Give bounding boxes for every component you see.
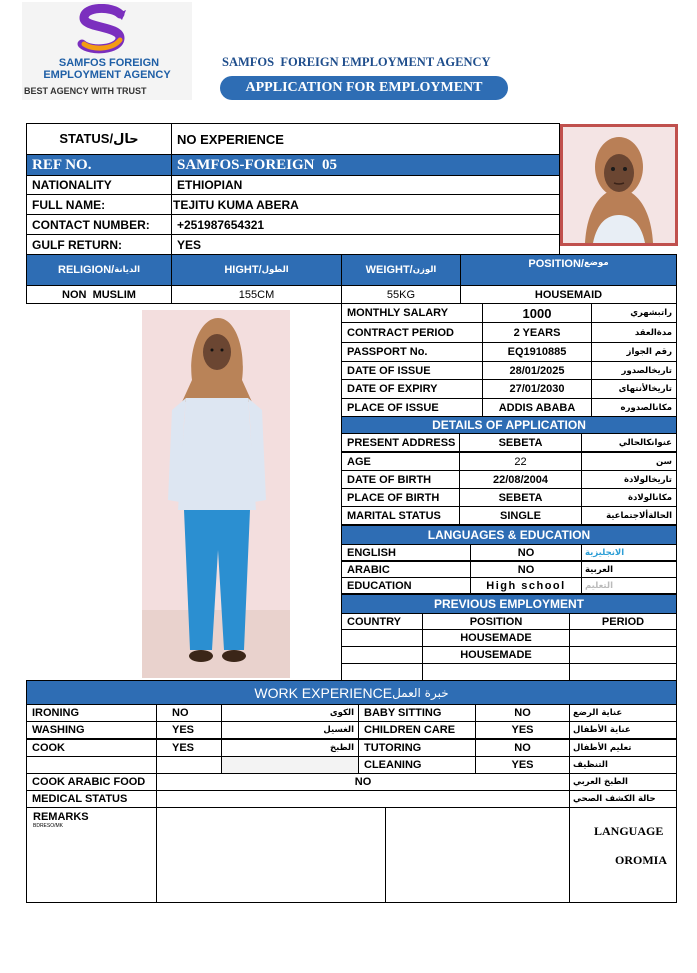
contract-row-label: DATE OF ISSUE	[341, 361, 483, 380]
contract-row-value: 27/01/2030	[482, 379, 592, 399]
fullname-label: FULL NAME:	[26, 194, 172, 215]
weight-header	[341, 254, 461, 286]
medical-ar: حالة الكشف الصحي	[569, 790, 677, 808]
details-row-label: AGE	[341, 452, 460, 471]
contract-row-ar: مكانالصدوره	[591, 398, 677, 417]
language-box-value: OROMIA	[615, 853, 667, 867]
details-row-value: SEBETA	[459, 433, 582, 452]
contract-row-label: MONTHLY SALARY	[341, 303, 483, 323]
cook-arabic-label: COOK ARABIC FOOD	[26, 773, 157, 791]
work-left-value	[156, 756, 222, 774]
contract-row-ar: مدةالعقد	[591, 322, 677, 343]
work-right-ar: تعليم الأطفال	[569, 739, 677, 757]
status-label: STATUS/حال	[26, 123, 172, 155]
logo-line1: SAMFOS FOREIGN	[58, 57, 160, 69]
languages-title: LANGUAGES & EDUCATION	[341, 525, 677, 545]
work-left-ar: الكوى	[221, 704, 359, 722]
full-body-image	[142, 310, 290, 678]
details-row-ar: مكانالولادة	[581, 488, 677, 507]
gulf-value: YES	[171, 234, 560, 255]
work-right-value: NO	[475, 739, 570, 757]
prev-header-position: POSITION	[422, 613, 570, 630]
contract-row-label: PASSPORT No.	[341, 342, 483, 362]
remarks-box	[26, 807, 157, 903]
status-value: NO EXPERIENCE	[171, 123, 560, 155]
prev-row-position	[422, 663, 570, 681]
height-header	[171, 254, 342, 286]
details-row-ar: تاريخالولادة	[581, 470, 677, 489]
nationality-label: NATIONALITY	[26, 175, 172, 195]
prev-row-position: HOUSEMADE	[422, 646, 570, 664]
prev-row-period	[569, 663, 677, 681]
details-row-label: PRESENT ADDRESS	[341, 433, 460, 452]
position-header-ar: موضع	[584, 258, 609, 268]
work-left-label: COOK	[26, 739, 157, 757]
details-title: DETAILS OF APPLICATION	[341, 416, 677, 434]
work-left-value: YES	[156, 739, 222, 757]
work-right-label: BABY SITTING	[358, 704, 476, 722]
language-row-label: ENGLISH	[341, 544, 471, 561]
weight-header-ar: الوزن	[412, 265, 437, 275]
prev-header-period: PERIOD	[569, 613, 677, 630]
cook-arabic-value: NO	[156, 773, 570, 791]
contract-row-value: 2 YEARS	[482, 322, 592, 343]
prev-row-country	[341, 646, 423, 664]
work-left-value: YES	[156, 721, 222, 739]
work-left-ar	[221, 756, 359, 774]
work-right-ar: عناية الأطفال	[569, 721, 677, 739]
language-row-ar: العربية	[581, 561, 677, 578]
gulf-label: GULF RETURN:	[26, 234, 172, 255]
position-header	[460, 254, 677, 286]
details-row-label: PLACE OF BIRTH	[341, 488, 460, 507]
contact-label: CONTACT NUMBER:	[26, 214, 172, 235]
remarks-sub: BDRESO/MK	[33, 823, 64, 829]
work-left-ar: الغسيل	[221, 721, 359, 739]
logo-s-icon	[72, 4, 132, 54]
religion-header-label: RELIGION/	[58, 264, 115, 276]
height-header-ar: الطول	[261, 265, 289, 275]
prev-row-period	[569, 629, 677, 647]
details-row-ar: سن	[581, 452, 677, 471]
logo-tagline: BEST AGENCY WITH TRUST	[24, 86, 147, 96]
details-row-ar: الحالةألاجتماعية	[581, 506, 677, 525]
remarks-field-1[interactable]	[156, 807, 386, 903]
details-row-label: MARITAL STATUS	[341, 506, 460, 525]
position-value: HOUSEMAID	[460, 285, 677, 304]
contract-row-ar: تاريخالصدور	[591, 361, 677, 380]
religion-value: NON MUSLIM	[26, 285, 172, 304]
contract-row-value: EQ1910885	[482, 342, 592, 362]
contract-row-label: PLACE OF ISSUE	[341, 398, 483, 417]
nationality-value: ETHIOPIAN	[171, 175, 560, 195]
language-box-title: LANGUAGE	[594, 824, 664, 838]
contract-row-value: 28/01/2025	[482, 361, 592, 380]
prev-row-period	[569, 646, 677, 664]
language-row-ar: التعليم	[581, 577, 677, 594]
work-right-value: YES	[475, 721, 570, 739]
contract-row-ar: تاريخالأنتهاى	[591, 379, 677, 399]
position-header-label: POSITION/	[528, 258, 584, 270]
prev-header-country: COUNTRY	[341, 613, 423, 630]
form-title: APPLICATION FOR EMPLOYMENT	[220, 76, 508, 100]
religion-header	[26, 254, 172, 286]
work-right-value: YES	[475, 756, 570, 774]
logo-line2: EMPLOYMENT AGENCY	[43, 69, 171, 81]
language-row-value: High school	[470, 577, 582, 594]
contact-value: +251987654321	[171, 214, 560, 235]
contract-row-label: CONTRACT PERIOD	[341, 322, 483, 343]
prev-row-position: HOUSEMADE	[422, 629, 570, 647]
work-title	[26, 680, 677, 705]
language-row-value: NO	[470, 561, 582, 578]
details-row-value: 22	[459, 452, 582, 471]
work-title-ar: خبرة العمل	[392, 685, 449, 700]
contract-row-ar: راتبشهري	[591, 303, 677, 323]
agency-name: SAMFOS FOREIGN EMPLOYMENT AGENCY	[222, 55, 491, 69]
medical-value	[156, 790, 570, 808]
work-title-en: WORK EXPERIENCE	[254, 684, 393, 701]
height-value: 155CM	[171, 285, 342, 304]
remarks-field-2[interactable]	[385, 807, 570, 903]
ref-label: REF NO.	[26, 154, 172, 176]
prev-title: PREVIOUS EMPLOYMENT	[341, 594, 677, 614]
work-right-label: CHILDREN CARE	[358, 721, 476, 739]
contract-row-ar: رقم الجواز	[591, 342, 677, 362]
agency-logo	[22, 2, 192, 100]
details-row-value: SINGLE	[459, 506, 582, 525]
work-right-label: CLEANING	[358, 756, 476, 774]
contract-row-value: ADDIS ABABA	[482, 398, 592, 417]
height-header-label: HIGHT/	[224, 264, 262, 276]
language-box	[569, 807, 677, 903]
remarks-label: REMARKS	[33, 811, 89, 823]
language-row-label: ARABIC	[341, 561, 471, 578]
work-right-ar: التنظيف	[569, 756, 677, 774]
ref-value: SAMFOS-FOREIGN 05	[171, 154, 560, 176]
weight-value: 55KG	[341, 285, 461, 304]
work-left-value: NO	[156, 704, 222, 722]
medical-label: MEDICAL STATUS	[26, 790, 157, 808]
prev-row-country	[341, 629, 423, 647]
language-row-value: NO	[470, 544, 582, 561]
work-left-label	[26, 756, 157, 774]
prev-row-country	[341, 663, 423, 681]
details-row-ar: عنوانكالحالي	[581, 433, 677, 452]
work-left-ar: الطبخ	[221, 739, 359, 757]
work-left-label: WASHING	[26, 721, 157, 739]
cook-arabic-ar: الطبخ العربي	[569, 773, 677, 791]
work-right-label: TUTORING	[358, 739, 476, 757]
weight-header-label: WEIGHT/	[365, 264, 413, 276]
work-right-ar: عناية الرضع	[569, 704, 677, 722]
language-row-ar: الانجليزية	[581, 544, 677, 561]
work-right-value: NO	[475, 704, 570, 722]
language-row-label: EDUCATION	[341, 577, 471, 594]
religion-header-ar: الديانة	[114, 265, 140, 275]
work-left-label: IRONING	[26, 704, 157, 722]
details-row-value: 22/08/2004	[459, 470, 582, 489]
contract-row-label: DATE OF EXPIRY	[341, 379, 483, 399]
headshot-image	[563, 127, 675, 243]
fullname-value: TEJITU KUMA ABERA	[171, 194, 560, 215]
contract-row-value: 1000	[482, 303, 592, 323]
headshot-photo	[560, 124, 678, 246]
details-row-label: DATE OF BIRTH	[341, 470, 460, 489]
full-body-photo	[142, 310, 290, 678]
details-row-value: SEBETA	[459, 488, 582, 507]
